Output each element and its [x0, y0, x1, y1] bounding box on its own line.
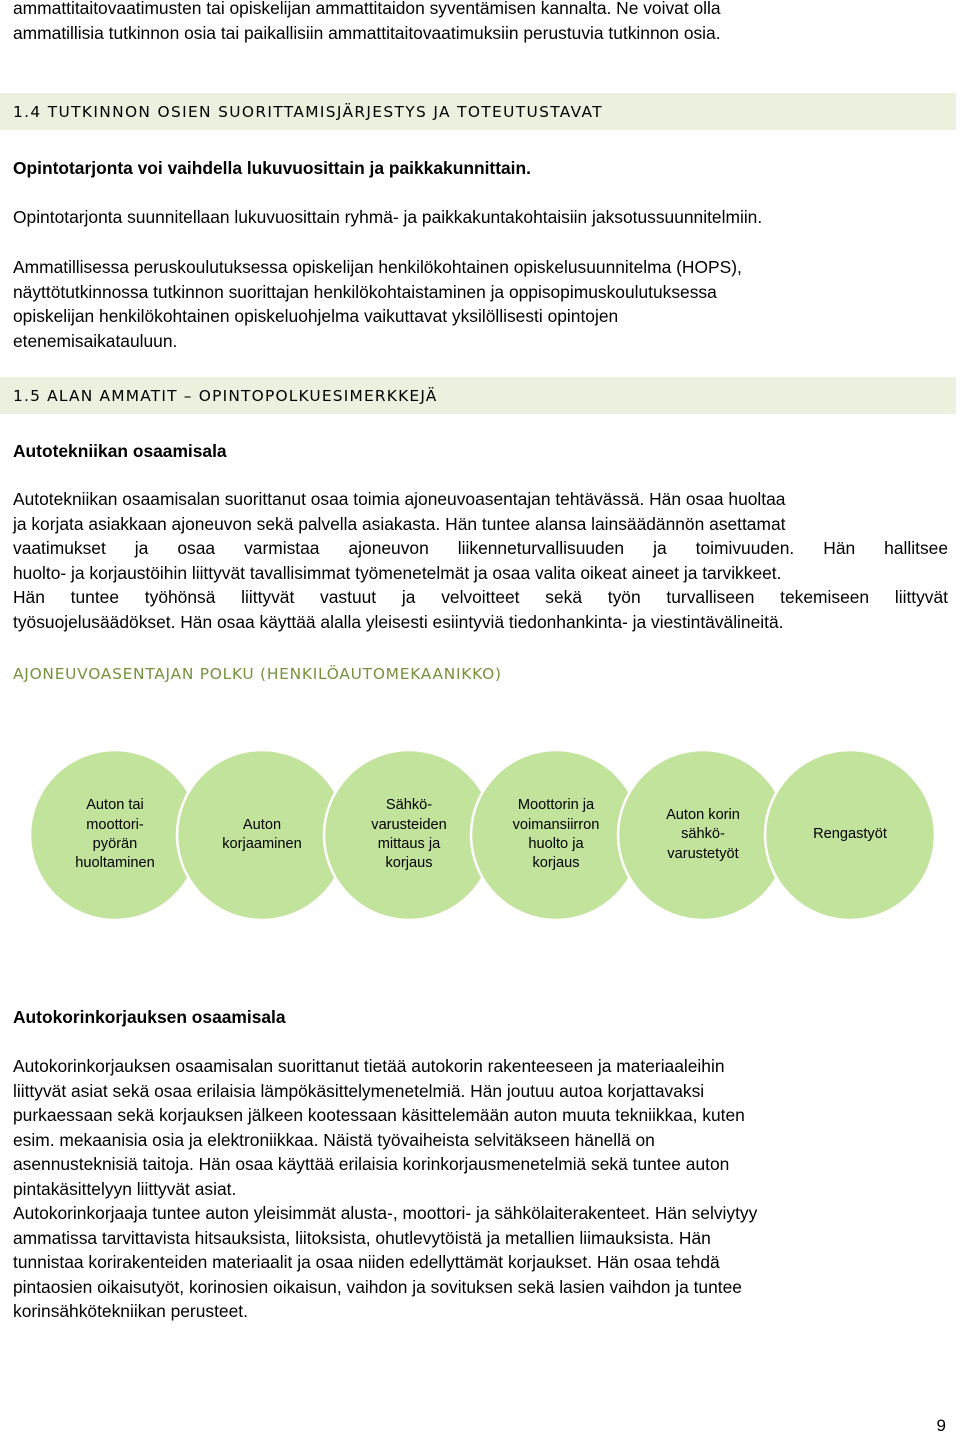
body-repair-heading: Autokorinkorjauksen osaamisala [13, 1007, 286, 1027]
body-repair-paragraph [13, 1054, 948, 1324]
path-step-label-line: korjaus [385, 855, 433, 872]
paragraph-line: Autokorinkorjaaja tuntee auton yleisimmät alusta-, moottori- ja sähkölaiterakenteet. Hän selviytyy [13, 1203, 758, 1223]
path-step-label-line: Auton tai [86, 797, 144, 814]
paragraph-line: korinsähkötekniikan perusteet. [13, 1301, 248, 1321]
path-step-label [61, 750, 169, 920]
path-heading: AJONEUVOASENTAJAN POLKU (HENKILÖAUTOMEKAANIKKO) [13, 665, 502, 683]
paragraph-line: vaatimukset ja osaa varmistaa ajoneuvon liikenneturvallisuuden ja toimivuuden. Hän hallitsee [13, 538, 948, 558]
paragraph-line: opiskelijan henkilökohtainen opiskeluohjelma vaikuttavat yksilöllisesti opintojen [13, 306, 619, 326]
path-step-label [355, 750, 463, 920]
paragraph-line: tunnistaa korirakenteiden materiaalit ja osaa niiden edellyttämät korjaukset. Hän osaa tehdä [13, 1252, 720, 1272]
path-step-label-line: pyörän [92, 836, 138, 852]
path-step-label-line: huoltaminen [75, 855, 155, 872]
path-step-label-line: huolto ja [528, 836, 584, 852]
scheduling-note: Opintotarjonta voi vaihdella lukuvuosittain ja paikkakunnittain. [13, 158, 531, 178]
paragraph-line: liittyvät asiat sekä osaa erilaisia lämpökäsittelymenetelmiä. Hän joutuu autoa korjattavaksi [13, 1080, 705, 1101]
path-step-label [796, 750, 904, 920]
paragraph-line: ja korjata asiakkaan ajoneuvon sekä palvella asiakasta. Hän tuntee alansa lainsäädännön asettamat [13, 513, 786, 534]
paragraph-line: asennusteknisiä taitoja. Hän osaa käyttää erilaisia korinkorjausmenetelmiä sekä tuntee auton [13, 1154, 730, 1174]
path-step-label-line: Rengastyöt [813, 826, 887, 843]
path-step-label-line: Moottorin ja [517, 797, 595, 814]
path-step-label [208, 750, 316, 920]
paragraph-line: näyttötutkinnossa tutkinnon suorittajan henkilökohtaistaminen ja oppisopimuskoulutuksessa [13, 281, 717, 302]
hops-paragraph [13, 255, 948, 353]
path-step-label [502, 750, 610, 920]
paragraph-line: esim. mekaanisia osia ja elektroniikkaa. Näistä työvaiheista selvitäkseen hänellä on [13, 1129, 655, 1150]
path-step-label-line: voimansiirron [512, 816, 600, 833]
path-step-label-line: varusteiden [371, 816, 447, 833]
paragraph-line: purkaessaan sekä korjauksen jälkeen kootessaan käsittelemään auton muuta tekniikkaa, kuten [13, 1105, 745, 1125]
path-step-label-line: korjaaminen [222, 836, 302, 852]
section-1-5-heading: 1.5 ALAN AMMATIT – OPINTOPOLKUESIMERKKEJÄ [13, 387, 438, 405]
path-step-label-line: varustetyöt [667, 845, 739, 862]
path-step-label-line: moottori- [86, 816, 144, 833]
path-step-label-line: korjaus [532, 855, 580, 872]
paragraph-line: pintakäsittelyyn liittyvät asiat. [13, 1178, 237, 1199]
auto-paragraph [13, 487, 948, 634]
paragraph-line: etenemisaikatauluun. [13, 330, 178, 351]
intro-line: ammatillisia tutkinnon osia tai paikallisiin ammattitaitovaatimuksiin perustuvia tutkinnon osia. [13, 22, 721, 43]
paragraph-line: työsuojelusäädökset. Hän osaa käyttää alalla yleisesti esiintyviä tiedonhankinta- ja viestintävälineitä. [13, 611, 784, 632]
paragraph-line: Ammatillisessa peruskoulutuksessa opiskelijan henkilökohtainen opiskelusuunnitelma (HOPS), [13, 257, 742, 277]
auto-heading: Autotekniikan osaamisala [13, 441, 227, 461]
paragraph-line: pintaosien oikaisutyöt, korinosien oikaisun, vaihdon ja sovituksen sekä lasien vaihdon ja tuntee [13, 1276, 742, 1297]
path-step-label-line: sähkö- [681, 826, 725, 843]
career-path-diagram [30, 750, 936, 920]
scheduling-paragraph: Opintotarjonta suunnitellaan lukuvuosittain ryhmä- ja paikkakuntakohtaisiin jaksotussuunnitelmiin. [13, 207, 763, 227]
path-step-label-line: Auton korin [666, 807, 740, 824]
paragraph-line: huolto- ja korjaustöihin liittyvät tavallisimmat työmenetelmät ja osaa valita oikeat aineet ja tarvikkeet. [13, 562, 782, 583]
paragraph-line: Autotekniikan osaamisalan suorittanut osaa toimia ajoneuvoasentajan tehtävässä. Hän osaa huoltaa [13, 489, 786, 509]
section-1-4-heading: 1.4 TUTKINNON OSIEN SUORITTAMISJÄRJESTYS JA TOTEUTUSTAVAT [13, 103, 603, 121]
intro-paragraph [13, 0, 948, 45]
paragraph-line: ammatissa tarvittavista hitsauksista, liitoksista, ohutlevytöistä ja metallien liimauksista. Hän [13, 1227, 711, 1248]
path-step-label-line: Sähkö- [385, 797, 433, 814]
intro-line: ammattitaitovaatimusten tai opiskelijan ammattitaidon syventämisen kannalta. Ne voivat olla [13, 0, 721, 18]
page-number: 9 [936, 1416, 946, 1435]
paragraph-line: Hän tuntee työhönsä liittyvät vastuut ja velvoitteet sekä työn turvalliseen tekemiseen liittyvät [13, 587, 948, 607]
path-step-label [649, 750, 757, 920]
path-step-label-line: Auton [242, 816, 282, 833]
path-step-label-line: mittaus ja [377, 836, 441, 852]
paragraph-line: Autokorinkorjauksen osaamisalan suorittanut tietää autokorin rakenteeseen ja materiaaleihin [13, 1056, 725, 1076]
